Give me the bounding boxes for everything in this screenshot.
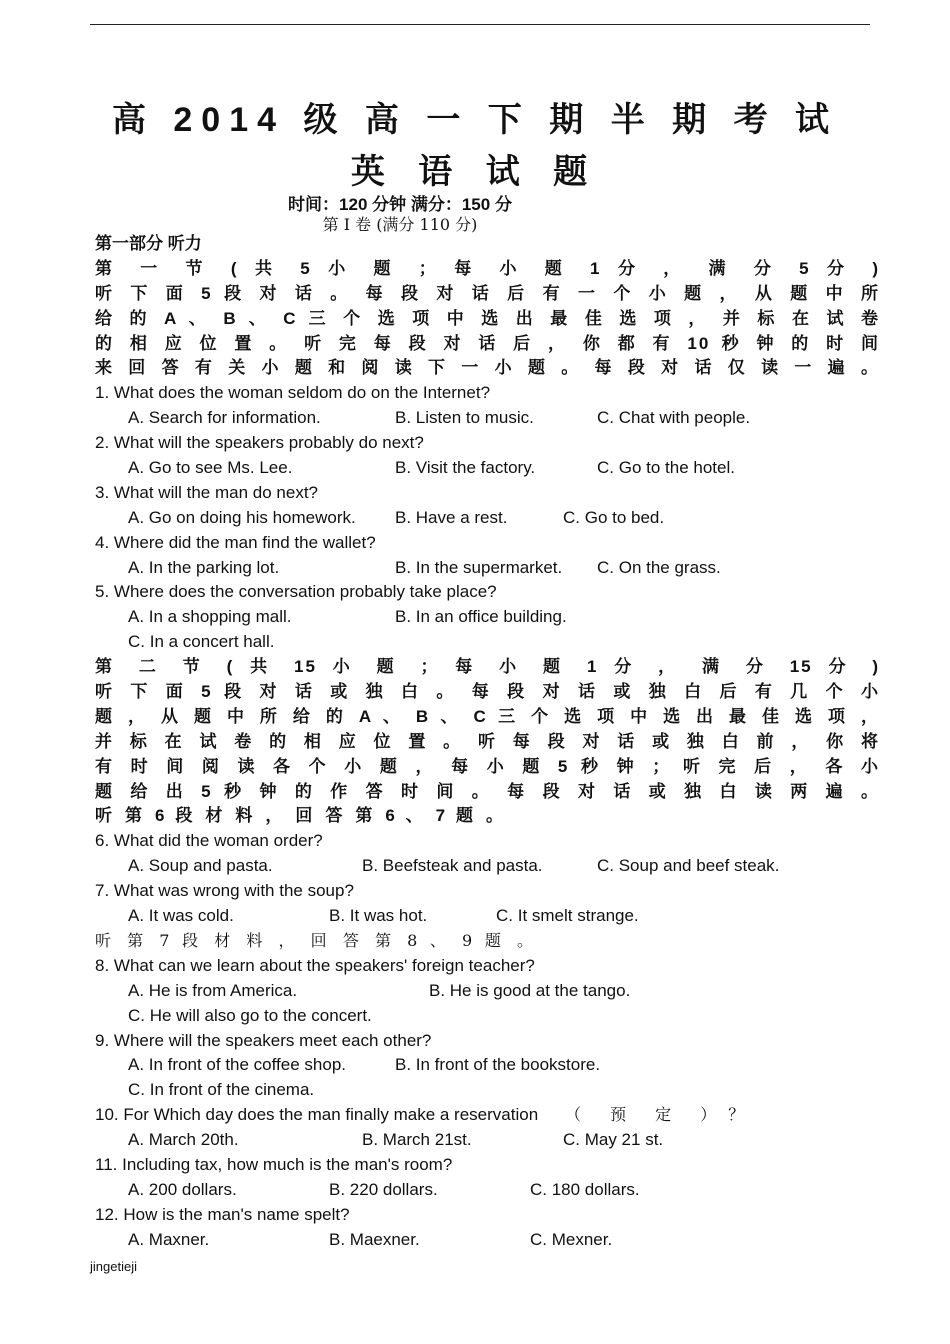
volume-line: 第 I 卷 (满分 110 分) (322, 215, 478, 234)
option-b: B. In front of the bookstore. (395, 1055, 601, 1075)
option-c: C. 180 dollars. (530, 1179, 640, 1199)
options-row (95, 1053, 880, 1078)
options-row (95, 506, 880, 531)
options-row (95, 1004, 880, 1029)
option-a: A. In the parking lot. (128, 557, 280, 577)
option-a: A. Go on doing his homework. (128, 507, 356, 527)
section2-instruction: 听 第 6 段 材 料 ， 回 答 第 6 、 7 题 。 (95, 806, 505, 826)
section1-instruction: 给 的 A 、 B 、 C 三 个 选 项 中 选 出 最 佳 选 项 ， 并 标 在 试 卷 (95, 308, 880, 328)
option-b: B. In the supermarket. (395, 557, 563, 577)
question-stem: 1. What does the woman seldom do on the Internet? (95, 383, 491, 403)
options-row (95, 904, 880, 929)
question-stem: 7. What was wrong with the soup? (95, 881, 354, 901)
option-b: B. Beefsteak and pasta. (362, 856, 543, 876)
option-a: A. He is from America. (128, 980, 298, 1000)
option-b: B. In an office building. (395, 607, 567, 627)
option-b: B. 220 dollars. (329, 1179, 438, 1199)
section2-instruction: 有 时 间 阅 读 各 个 小 题 ， 每 小 题 5 秒 钟 ； 听 完 后 ， 各 小 (95, 756, 880, 776)
options-row (95, 854, 880, 879)
section1-instruction: 听 下 面 5 段 对 话 。 每 段 对 话 后 有 一 个 小 题 ， 从 题 中 所 (95, 283, 880, 303)
option-c: C. It smelt strange. (496, 906, 639, 926)
option-c: C. He will also go to the concert. (128, 1005, 372, 1025)
option-c: C. Mexner. (530, 1229, 613, 1249)
footer-text: jingetieji (90, 1259, 137, 1274)
question-row (95, 1103, 880, 1128)
option-c: C. Chat with people. (597, 408, 751, 428)
question-stem: 6. What did the woman order? (95, 831, 323, 851)
section1-instruction: 来 回 答 有 关 小 题 和 阅 读 下 一 小 题 。 每 段 对 话 仅 读 一 遍 。 (95, 358, 880, 378)
question-stem: 12. How is the man's name spelt? (95, 1204, 350, 1224)
option-b: B. Maexner. (329, 1229, 420, 1249)
section2-instruction: 听 下 面 5 段 对 话 或 独 白 。 每 段 对 话 或 独 白 后 有 几 个 小 (95, 682, 880, 702)
option-a: A. In front of the coffee shop. (128, 1055, 346, 1075)
option-a: A. In a shopping mall. (128, 607, 292, 627)
question-note: （ 预 定 ）？ (565, 1105, 757, 1125)
option-a: A. 200 dollars. (128, 1179, 237, 1199)
options-row (95, 605, 880, 630)
options-row (95, 1228, 880, 1253)
question-stem: 3. What will the man do next? (95, 482, 319, 502)
options-row (95, 1078, 880, 1103)
section2-title: 第 二 节 ( 共 15 小 题 ； 每 小 题 1 分 ， 满 分 15 分 ) (95, 657, 880, 677)
exam-title: 高 2014 级 高 一 下 期 半 期 考 试 (111, 101, 839, 139)
time-line: 时间：120 分钟 满分：150 分 (288, 195, 512, 214)
question-stem: 2. What will the speakers probably do next? (95, 433, 424, 453)
option-a: A. Go to see Ms. Lee. (128, 458, 293, 478)
options-row (95, 406, 880, 431)
options-row (95, 1178, 880, 1203)
option-c: C. Go to the hotel. (597, 458, 735, 478)
option-c: C. On the grass. (597, 557, 721, 577)
question-stem: 5. Where does the conversation probably take place? (95, 582, 497, 602)
option-c: C. May 21 st. (563, 1130, 664, 1150)
part-heading: 第一部分 听力 (95, 234, 202, 253)
option-b: B. Have a rest. (395, 507, 508, 527)
section2-instruction: 题 给 出 5 秒 钟 的 作 答 时 间 。 每 段 对 话 或 独 白 读 两 遍 。 (95, 781, 880, 801)
option-a: A. It was cold. (128, 906, 234, 926)
option-a: A. March 20th. (128, 1130, 239, 1150)
option-c: C. Go to bed. (563, 507, 665, 527)
option-b: B. March 21st. (362, 1130, 472, 1150)
option-c: C. In front of the cinema. (128, 1080, 315, 1100)
option-a: A. Soup and pasta. (128, 856, 273, 876)
question-stem: 8. What can we learn about the speakers' foreign teacher? (95, 955, 535, 975)
section2-instruction: 题 ， 从 题 中 所 给 的 A 、 B 、 C 三 个 选 项 中 选 出 最 佳 选 项 ， (95, 706, 880, 726)
subject-title: 英 语 试 题 (350, 153, 600, 191)
option-a: A. Maxner. (128, 1229, 210, 1249)
section2-note: 听 第 7 段 材 料 ， 回 答 第 8 、 9 题 。 (95, 930, 535, 950)
question-stem: 4. Where did the man find the wallet? (95, 532, 376, 552)
options-row (95, 630, 880, 655)
section1-title: 第 一 节 ( 共 5 小 题 ； 每 小 题 1 分 ， 满 分 5 分 ) (95, 258, 880, 278)
section1-instruction: 的 相 应 位 置 。 听 完 每 段 对 话 后 ， 你 都 有 10 秒 钟 的 时 间 (95, 333, 880, 353)
options-row (95, 1128, 880, 1153)
top-rule (90, 24, 870, 25)
option-b: B. Visit the factory. (395, 458, 536, 478)
options-row (95, 979, 880, 1004)
question-stem: 11. Including tax, how much is the man's room? (95, 1154, 453, 1174)
option-a: A. Search for information. (128, 408, 321, 428)
option-b: B. Listen to music. (395, 408, 534, 428)
option-b: B. He is good at the tango. (429, 980, 631, 1000)
option-c: C. Soup and beef steak. (597, 856, 780, 876)
option-c: C. In a concert hall. (128, 632, 275, 652)
option-b: B. It was hot. (329, 906, 428, 926)
options-row (95, 556, 880, 581)
options-row (95, 456, 880, 481)
section2-instruction: 并 标 在 试 卷 的 相 应 位 置 。 听 每 段 对 话 或 独 白 前 ， 你 将 (95, 731, 880, 751)
exam-body (95, 232, 880, 1253)
question-stem: 9. Where will the speakers meet each other? (95, 1030, 432, 1050)
question-stem: 10. For Which day does the man finally make a reservation (95, 1105, 539, 1125)
